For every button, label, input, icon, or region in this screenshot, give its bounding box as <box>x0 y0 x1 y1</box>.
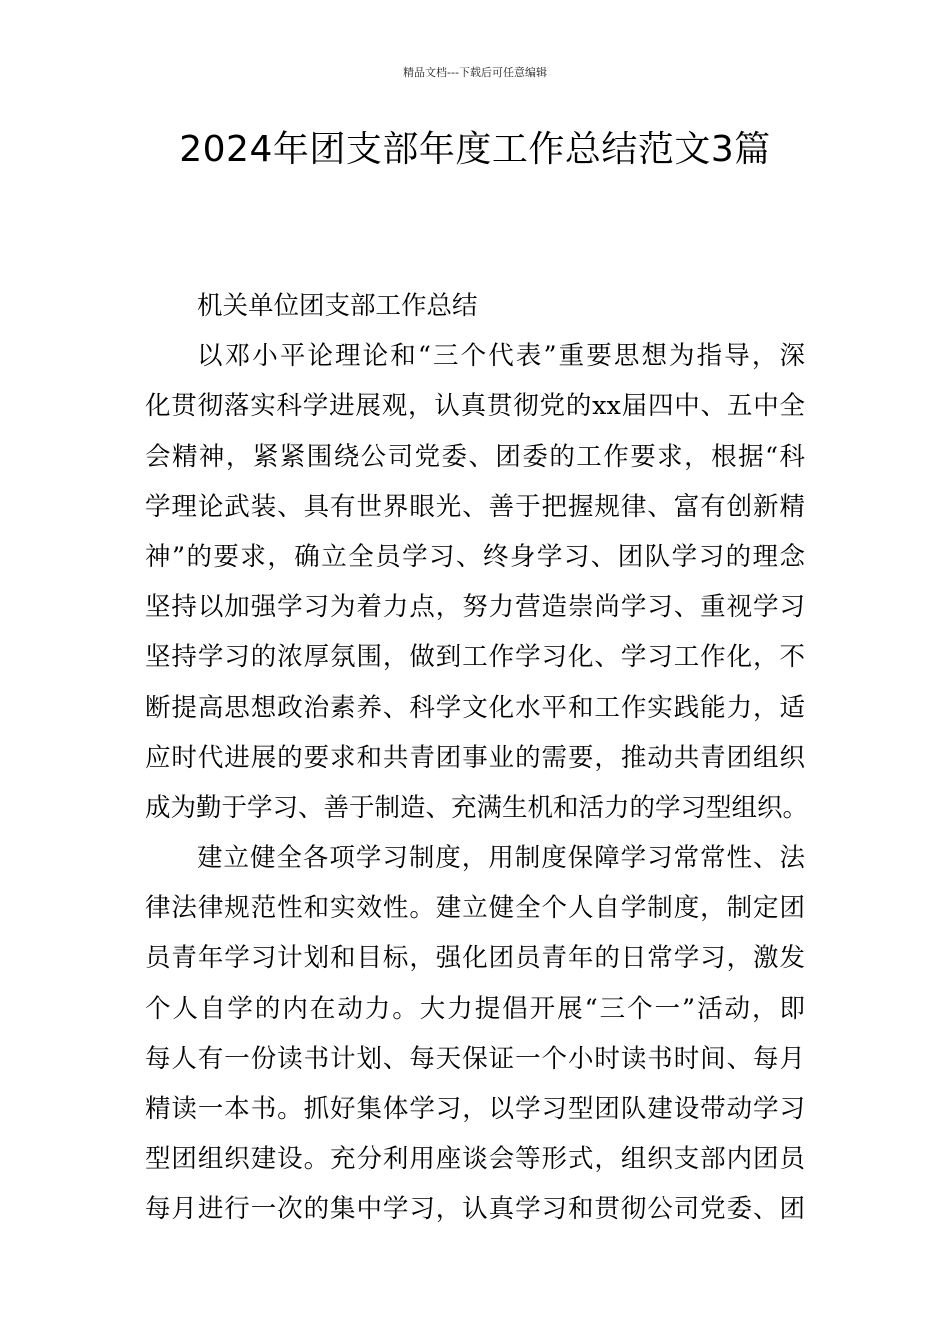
document-body <box>145 280 809 1235</box>
paragraph-line: 精读一本书。抓好集体学习，以学习型团队建设带动学习 <box>145 1094 805 1124</box>
paragraph-line: 断提高思想政治素养、科学文化水平和工作实践能力，适 <box>145 692 805 723</box>
document-title: 2024年团支部年度工作总结范文3篇 <box>179 129 771 170</box>
paragraph-line: 坚持学习的浓厚氛围，做到工作学习化、学习工作化，不 <box>145 642 805 673</box>
paragraph-line: 学理论武装、具有世界眼光、善于把握规律、富有创新精 <box>145 491 805 522</box>
paragraph-1 <box>145 331 809 833</box>
paragraph-line: 律法律规范性和实效性。建立健全个人自学制度，制定团 <box>145 893 805 924</box>
paragraph-line: 会精神，紧紧围绕公司党委、团委的工作要求，根据“科 <box>145 441 805 472</box>
paragraph-line: 坚持以加强学习为着力点，努力营造崇尚学习、重视学习 <box>145 592 805 623</box>
paragraph-2 <box>145 833 805 1235</box>
paragraph-line: 以邓小平论理论和“三个代表”重要思想为指导，深 <box>197 341 805 372</box>
paragraph-line: 神”的要求，确立全员学习、终身学习、团队学习的理念 <box>145 541 805 572</box>
paragraph-line: 成为勤于学习、善于制造、充满生机和活力的学习型组织。 <box>145 792 809 823</box>
header-note: 精品文档---下载后可任意编辑 <box>403 66 547 79</box>
section-heading: 机关单位团支部工作总结 <box>197 291 478 321</box>
paragraph-line: 应时代进展的要求和共青团事业的需要，推动共青团组织 <box>145 742 805 773</box>
paragraph-line: 每人有一份读书计划、每天保证一个小时读书时间、每月 <box>145 1043 805 1074</box>
paragraph-line: 化贯彻落实科学进展观，认真贯彻党的xx届四中、五中全 <box>145 391 805 422</box>
paragraph-line: 每月进行一次的集中学习，认真学习和贯彻公司党委、团 <box>145 1194 805 1225</box>
paragraph-line: 建立健全各项学习制度，用制度保障学习常常性、法 <box>197 843 805 874</box>
paragraph-line: 员青年学习计划和目标，强化团员青年的日常学习，激发 <box>145 943 805 974</box>
paragraph-line: 型团组织建设。充分利用座谈会等形式，组织支部内团员 <box>145 1144 805 1175</box>
paragraph-line: 个人自学的内在动力。大力提倡开展“三个一”活动，即 <box>145 993 805 1024</box>
